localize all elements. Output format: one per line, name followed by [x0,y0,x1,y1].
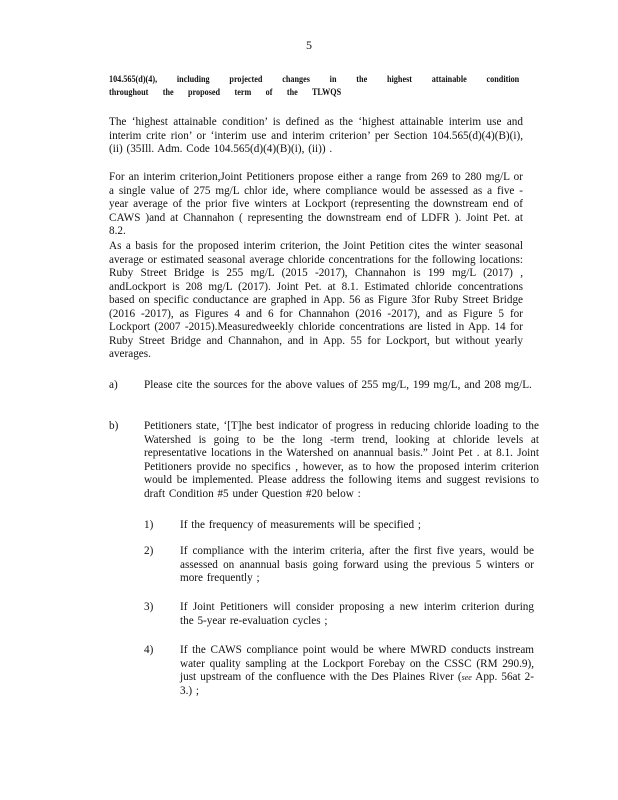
sub-item-text: If Joint Petitioners will consider proposing a new interim criterion during the 5-year re-evaluation cycles ; [180,601,534,627]
list-marker: a) [109,379,118,391]
paragraph-basis: As a basis for the proposed interim criterion, the Joint Petition cites the winter seasonal average or estimated seasonal average chloride concentrations for the following locations: Ruby Street Bridge is 255 mg/L (2015 -2017), Channahon is 199 mg/L (2017) , andLockport is 208 mg/L (2017). Joint Pet. at 8.1. Estimated chloride concentrations based on specific conductance are graphed in App. 56 as Figure 3for Ruby Street Bridge (2016 -2017), as Figures 4 and 6 for Channahon (2016 -2017), and as Figure 5 for Lockport (2007 -2015).Measuredweekly chloride concentrations are listed in App. 14 for Ruby Street Bridge and Channahon, and in App. 55 for Lockport, but without yearly averages. [109,240,523,360]
list-item-text: Please cite the sources for the above values of 255 mg/L, 199 mg/L, and 208 mg/L. [144,379,532,391]
sub-item-marker: 3) [144,601,154,613]
citation-signal: see [461,673,472,682]
list-marker: b) [109,420,119,432]
section-heading [109,74,519,100]
sub-item-text: If compliance with the interim criteria, after the first five years, would be assessed on anannual basis going forward using the previous 5 winters or more frequently ; [180,545,534,584]
sub-item-text-main: If the CAWS compliance point would be where MWRD conducts instream water quality sampling at the Lockport Forebay on the CSSC (RM 290.9), just upstream of the confluence with the Des Plaines River ( [180,644,534,683]
sub-item-marker: 4) [144,644,154,656]
paragraph-interim-criterion: For an interim criterion,Joint Petitioners propose either a range from 269 to 280 mg/L or a single value of 275 mg/L chlor ide, where compliance would be assessed as a five -year average of the prior five winters at Lockport (representing the downstream end of CAWS )and at Channahon ( representing the downstream end of LDFR ). Joint Pet. at 8.2. [109,171,523,237]
list-item-text: Petitioners state, ‘[T]he best indicator of progress in reducing chloride loading to the Watershed is going to be the long -term trend, looking at chloride levels at representative locations in the Watershed on anannual basis.” Joint Pet . at 8.1. Joint Petitioners provide no specifics , however, as to how the proposed interim criterion would be implemented. Please address the following items and suggest revisions to draft Condition #5 under Question #20 below : [144,420,539,500]
page-number: 5 [306,38,312,52]
sub-item-text [180,644,534,698]
heading-line-1: 104.565(d)(4), including projected changes in the highest attainable condition [109,75,520,85]
paragraph-definition: The ‘highest attainable condition’ is defined as the ‘highest attainable interim use and interim crite rion’ or ‘interim use and interim criterion’ per Section 104.565(d)(4)(B)(i), (ii) (35Ill. Adm. Code 104.565(d)(4)(B)(i), (ii)) . [109,116,523,155]
sub-item-marker: 1) [144,519,154,531]
sub-item-marker: 2) [144,545,154,557]
heading-line-2: throughout the proposed term of the TLWQS [109,88,342,98]
sub-item-text: If the frequency of measurements will be specified ; [180,519,421,531]
sub-item-text-end: App. 56at 2- 3.) ; [180,671,534,697]
